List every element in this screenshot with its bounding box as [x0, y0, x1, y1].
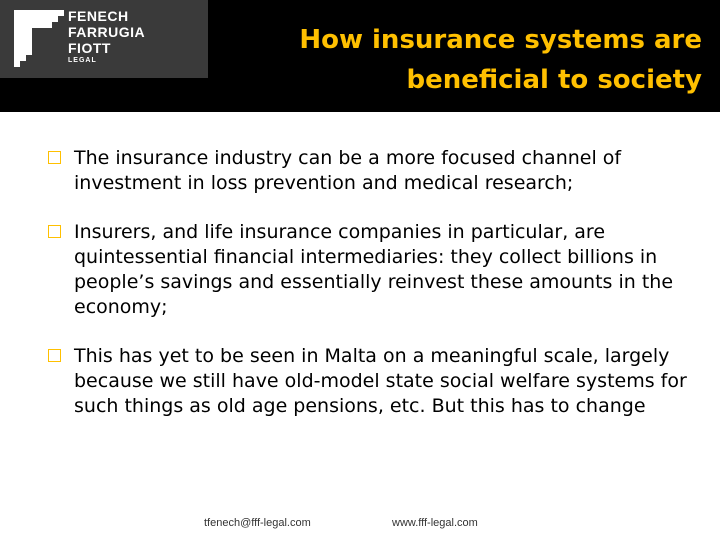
square-bullet-icon [48, 225, 61, 238]
bullet-text: Insurers, and life insurance companies in particular, are quintessential financial intermediaries: they collect billions in people’s savings and essentially reinvest these amounts in the economy; [74, 221, 674, 318]
bullet-list [48, 146, 688, 443]
slide-title [232, 20, 702, 100]
header-bar [0, 0, 720, 112]
bullet-text: The insurance industry can be a more focused channel of investment in loss prevention and medical research; [74, 147, 622, 194]
firm-logo [0, 0, 208, 78]
logo-line-1: FENECH [68, 8, 129, 24]
square-bullet-icon [48, 349, 61, 362]
logo-line-2: FARRUGIA [68, 24, 146, 40]
footer-website: www.fff-legal.com [392, 517, 478, 529]
logo-wordmark [68, 8, 145, 65]
title-line-2: beneficial to society [406, 65, 702, 95]
square-bullet-icon [48, 151, 61, 164]
footer-email: tfenech@fff-legal.com [204, 517, 311, 529]
bullet-item [48, 220, 688, 320]
logo-line-3: FIOTT [68, 40, 111, 56]
bullet-text: This has yet to be seen in Malta on a meaningful scale, largely because we still have old-model state social welfare systems for such things as old age pensions, etc. But this has to change [74, 345, 687, 417]
bullet-item [48, 146, 688, 196]
logo-mark-icon [14, 10, 64, 67]
logo-line-4: LEGAL [68, 57, 97, 64]
bullet-item [48, 344, 688, 419]
title-line-1: How insurance systems are [299, 25, 702, 55]
